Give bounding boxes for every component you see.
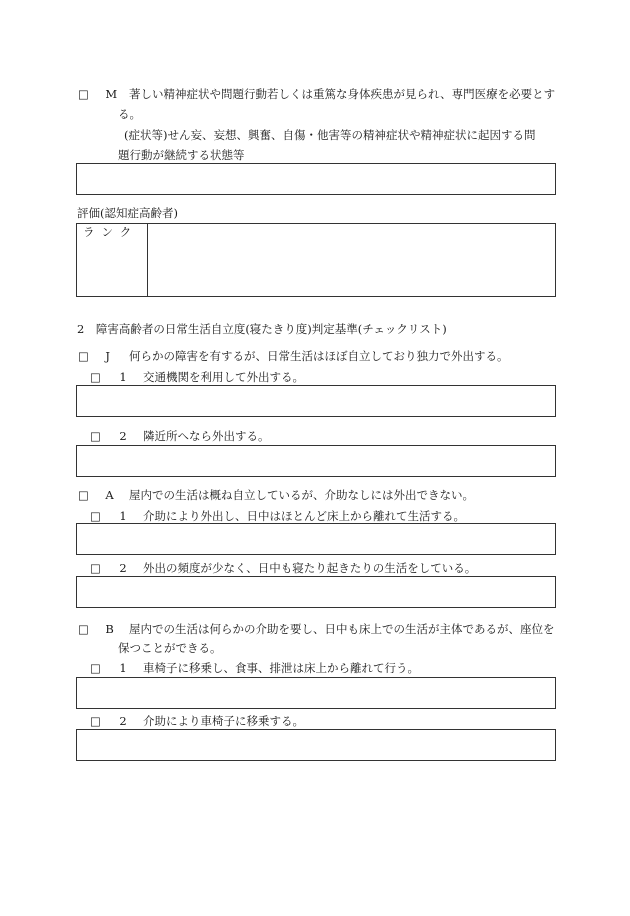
m-answer-box[interactable] (76, 163, 556, 195)
a-code: A (105, 488, 114, 502)
j2-answer-box[interactable] (76, 445, 556, 477)
j-text: 何らかの障害を有するが、日常生活はほぼ自立しており独力で外出する。 (128, 349, 509, 363)
b-text-line1: 屋内での生活は何らかの介助を要し、日中も床上での生活が主体であるが、座位を (128, 622, 555, 636)
b2-checkbox[interactable]: □ (90, 714, 101, 728)
a2-checkbox[interactable]: □ (90, 561, 101, 575)
a-item-row (78, 489, 474, 503)
a-text: 屋内での生活は概ね自立しているが、介助なしには外出できない。 (128, 488, 474, 502)
j-code: J (105, 349, 110, 363)
a2-text: 外出の頻度が少なく、日中も寝たり起きたりの生活をしている。 (142, 561, 477, 575)
section2-title: 2 障害高齢者の日常生活自立度(寝たきり度)判定基準(チェックリスト) (77, 322, 447, 336)
rank-label: ランク (77, 224, 148, 296)
j-item-row (78, 350, 508, 364)
a1-answer-box[interactable] (76, 523, 556, 555)
b1-row (90, 662, 419, 676)
j1-text: 交通機関を利用して外出する。 (142, 370, 304, 384)
j1-row (90, 371, 304, 385)
a1-checkbox[interactable]: □ (90, 509, 101, 523)
j2-row (90, 430, 269, 444)
m-text-line1: 著しい精神症状や問題行動若しくは重篤な身体疾患が見られ、専門医療を必要とす (128, 87, 556, 101)
j1-num: 1 (119, 370, 127, 384)
b1-num: 1 (119, 661, 127, 675)
b-code: B (105, 622, 114, 636)
m-code: M (105, 87, 118, 101)
rank-value-cell[interactable] (148, 224, 555, 296)
b2-num: 2 (119, 714, 127, 728)
b2-row (90, 715, 304, 729)
b1-checkbox[interactable]: □ (90, 661, 101, 675)
m-item-row (78, 88, 555, 102)
b-checkbox[interactable]: □ (78, 622, 89, 636)
a2-row (90, 562, 476, 576)
m-detail-line2: 題行動が継続する状態等 (118, 148, 245, 162)
b1-text: 車椅子に移乗し、食事、排泄は床上から離れて行う。 (142, 661, 419, 675)
a1-num: 1 (119, 509, 127, 523)
a-checkbox[interactable]: □ (78, 488, 89, 502)
j2-num: 2 (119, 429, 127, 443)
j1-answer-box[interactable] (76, 385, 556, 417)
j2-text: 隣近所へなら外出する。 (142, 429, 270, 443)
rank-table (76, 223, 556, 297)
b-text-line2: 保つことができる。 (118, 641, 222, 655)
a2-num: 2 (119, 561, 127, 575)
b2-text: 介助により車椅子に移乗する。 (142, 714, 304, 728)
j1-checkbox[interactable]: □ (90, 370, 101, 384)
m-detail-line1: (症状等)せん妄、妄想、興奮、自傷・他害等の精神症状や精神症状に起因する問 (124, 128, 536, 142)
m-text-line2: る。 (118, 107, 141, 121)
a2-answer-box[interactable] (76, 576, 556, 608)
m-checkbox[interactable]: □ (78, 87, 89, 101)
b-item-row (78, 623, 554, 637)
a1-row (90, 510, 465, 524)
b1-answer-box[interactable] (76, 677, 556, 709)
evaluation-heading: 評価(認知症高齢者) (77, 206, 178, 220)
a1-text: 介助により外出し、日中はほとんど床上から離れて生活する。 (142, 509, 465, 523)
j2-checkbox[interactable]: □ (90, 429, 101, 443)
b2-answer-box[interactable] (76, 729, 556, 761)
j-checkbox[interactable]: □ (78, 349, 89, 363)
